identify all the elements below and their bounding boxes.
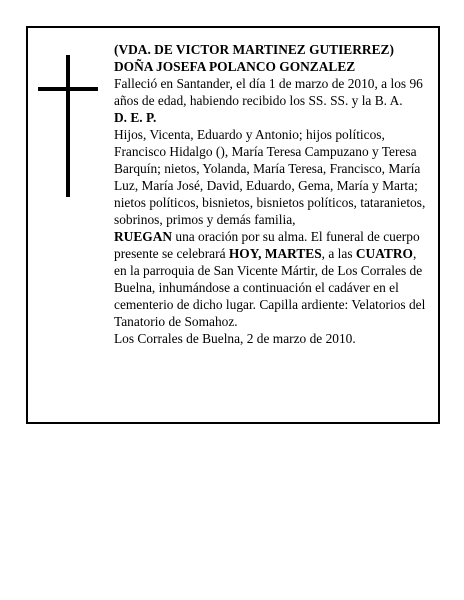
prayer-text-3: , en la parroquia de San Vicente Mártir, de Los Corrales de Buelna, inhumándose a continuación el cadáver en el cementerio de dicho lugar. Capilla ardiente: Velatorios del Tanatorio de Somahoz.	[114, 246, 426, 329]
cross-horizontal-bar	[38, 87, 98, 91]
death-statement: Falleció en Santander, el día 1 de marzo de 2010, a los 96 años de edad, habiendo recibido los SS. SS. y la B. A.	[114, 76, 423, 108]
funeral-paragraph	[114, 228, 432, 330]
obituary-text	[114, 41, 432, 347]
ruegan-word: RUEGAN	[114, 229, 173, 244]
cross-icon	[38, 55, 98, 197]
funeral-day: HOY, MARTES	[228, 246, 322, 261]
family-list: Hijos, Vicenta, Eduardo y Antonio; hijos políticos, Francisco Hidalgo (), María Teresa Campuzano y Teresa Barquín; nietos, Yolanda, María Teresa, Francisco, María Luz, María José, David, Eduardo, Gema, María y Marta; nietos políticos, bisnietos, bisnietos políticos, tataranietos, sobrinos, primos y demás familia,	[114, 127, 426, 227]
deceased-name: DOÑA JOSEFA POLANCO GONZALEZ	[114, 59, 356, 74]
dep-line: D. E. P.	[114, 110, 157, 125]
prayer-text-2: , a las	[321, 246, 356, 261]
funeral-hour: CUATRO	[355, 246, 413, 261]
obituary-notice-frame	[26, 26, 440, 424]
cross-vertical-bar	[66, 55, 70, 197]
place-date-line: Los Corrales de Buelna, 2 de marzo de 2010.	[114, 331, 356, 346]
prayer-text-1: una oración por su alma. El funeral de cuerpo presente se celebrará	[114, 229, 420, 261]
widow-of-line: (VDA. DE VICTOR MARTINEZ GUTIERREZ)	[114, 42, 394, 57]
